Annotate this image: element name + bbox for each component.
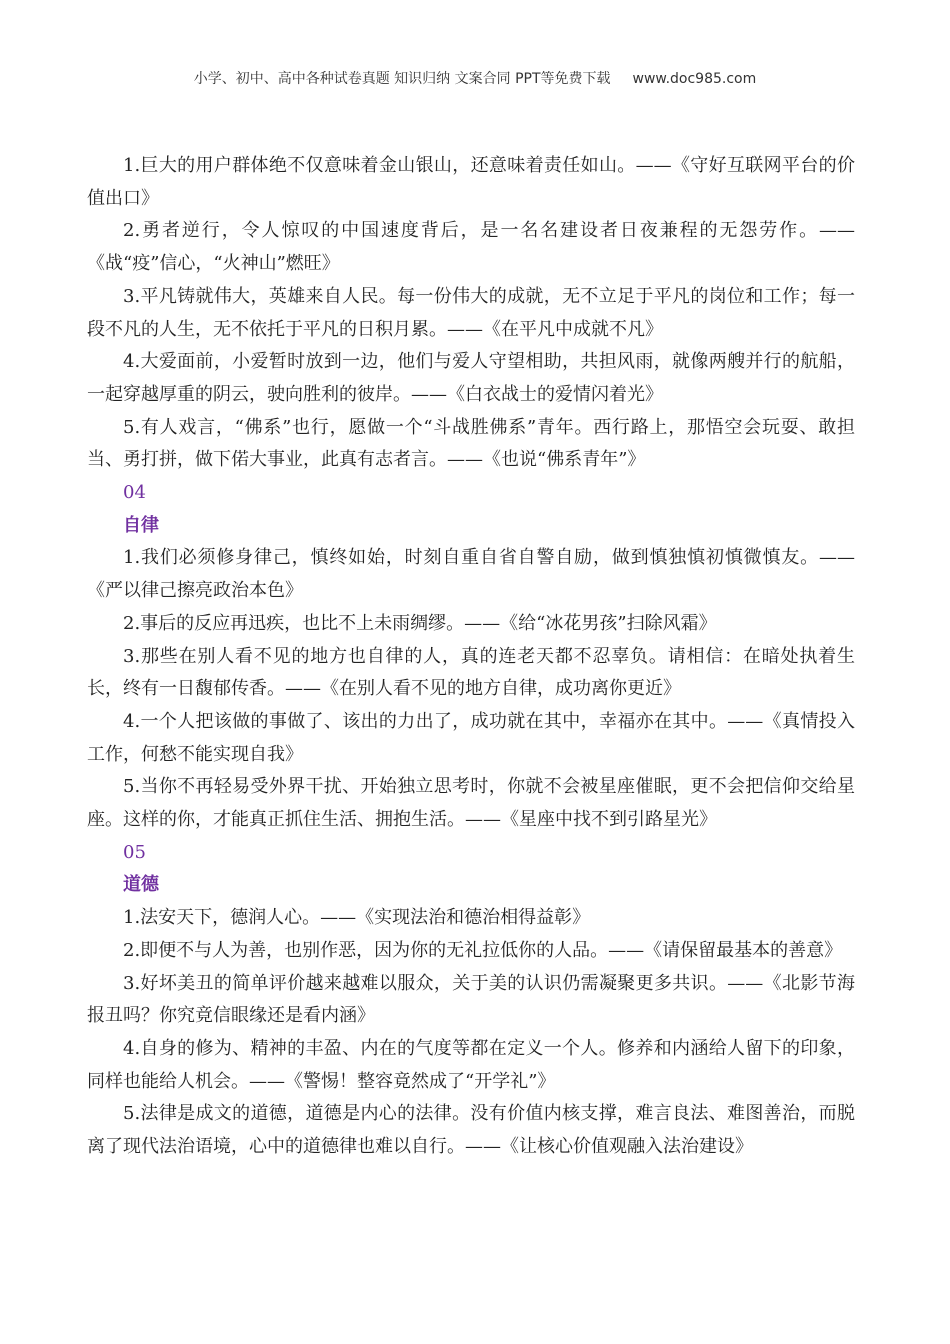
section-morality [87,837,855,1164]
quote-item: 1.法安天下，德润人心。——《实现法治和德治相得益彰》 [123,907,591,929]
quote-item: 3.平凡铸就伟大，英雄来自人民。每一份伟大的成就，无不立足于平凡的岗位和工作；每一段不凡的人生，无不依托于平凡的日积月累。——《在平凡中成就不凡》 [87,285,855,340]
quote-item: 1.我们必须修身律己，慎终如始，时刻自重自省自警自励，做到慎独慎初慎微慎友。——《严以律己擦亮政治本色》 [87,547,855,602]
quote-item: 3.那些在别人看不见的地方也自律的人，真的连老天都不忍辜负。请相信：在暗处执着生长，终有一日馥郁传香。——《在别人看不见的地方自律，成功离你更近》 [87,645,855,700]
section-title: 道德 [123,874,159,896]
quote-item: 5.法律是成文的道德，道德是内心的法律。没有价值内核支撑，难言良法、难图善治，而脱离了现代法治语境，心中的道德律也难以自行。——《让核心价值观融入法治建设》 [87,1103,855,1158]
header-url: www.doc985.com [632,71,757,87]
section-continued [87,150,855,477]
quote-item: 2.即便不与人为善，也别作恶，因为你的无礼拉低你的人品。——《请保留最基本的善意》 [123,939,843,961]
quote-item: 3.好坏美丑的简单评价越来越难以服众，关于美的认识仍需凝聚更多共识。——《北影节海报丑吗？你究竟信眼缘还是看内涵》 [87,972,855,1027]
section-number: 04 [123,482,146,504]
section-self-discipline [87,477,855,837]
quote-item: 2.事后的反应再迅疾，也比不上未雨绸缪。——《给“冰花男孩”扫除风霜》 [123,612,717,634]
quote-item: 4.大爱面前，小爱暂时放到一边，他们与爱人守望相助，共担风雨，就像两艘并行的航船，一起穿越厚重的阴云，驶向胜利的彼岸。——《白衣战士的爱情闪着光》 [87,351,855,405]
header-text: 小学、初中、高中各种试卷真题 知识归纳 文案合同 PPT等免费下载 [193,71,611,87]
quote-item: 4.自身的修为、精神的丰盈、内在的气度等都在定义一个人。修养和内涵给人留下的印象，同样也能给人机会。——《警惕！整容竟然成了“开学礼”》 [87,1037,855,1092]
quote-item: 4.一个人把该做的事做了、该出的力出了，成功就在其中，幸福亦在其中。——《真情投入工作，何愁不能实现自我》 [87,710,855,765]
section-number: 05 [123,841,146,863]
quote-item: 2.勇者逆行，令人惊叹的中国速度背后，是一名名建设者日夜兼程的无怨劳作。——《战“疫”信心，“火神山”燃旺》 [87,220,855,275]
quote-item: 1.巨大的用户群体绝不仅意味着金山银山，还意味着责任如山。——《守好互联网平台的价值出口》 [87,155,855,209]
quote-item: 5.当你不再轻易受外界干扰、开始独立思考时，你就不会被星座催眠，更不会把信仰交给星座。这样的你，才能真正抓住生活、拥抱生活。——《星座中找不到引路星光》 [87,776,855,831]
quote-item: 5.有人戏言，“佛系”也行，愿做一个“斗战胜佛系”青年。西行路上，那悟空会玩耍、敢担当、勇打拼，做下偌大事业，此真有志者言。——《也说“佛系青年”》 [87,416,855,471]
section-title: 自律 [123,514,159,536]
page-header [0,68,950,88]
document-body [87,150,855,1164]
